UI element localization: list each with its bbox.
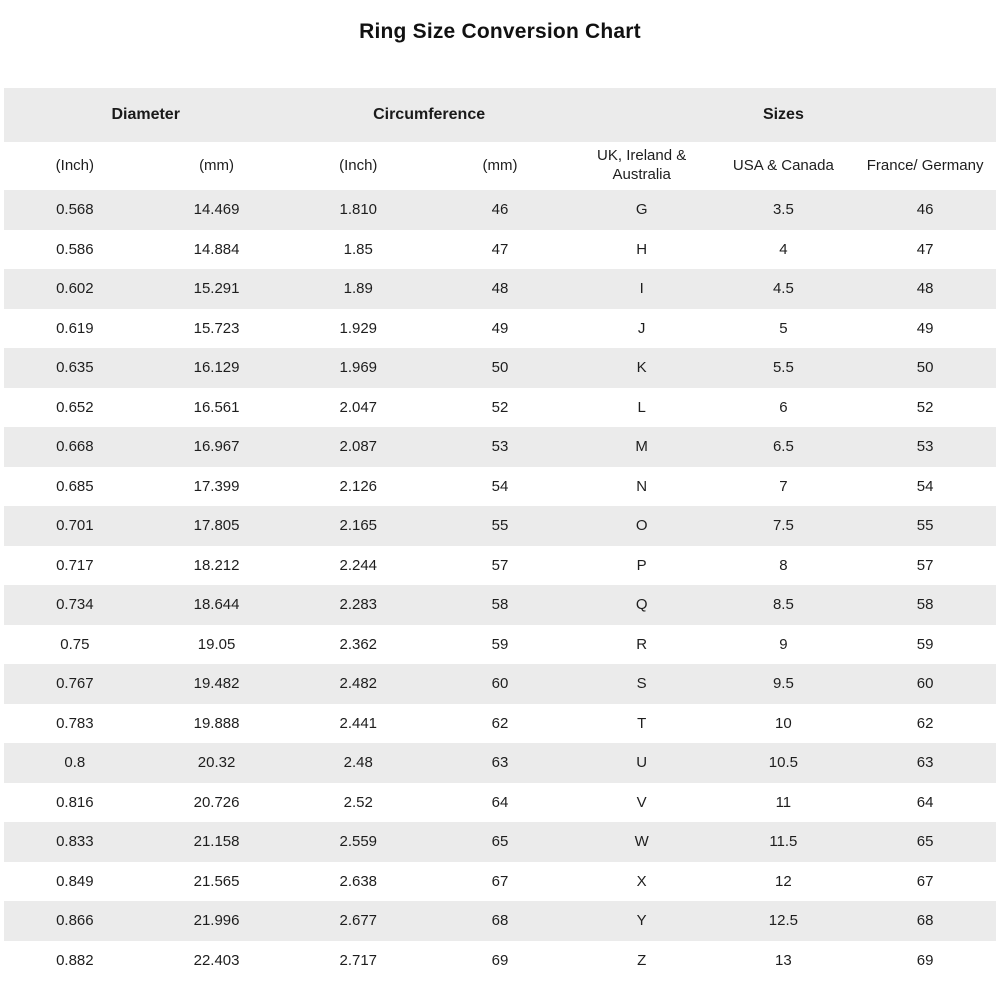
cell-france-germany: 55 (916, 517, 934, 535)
cell-diameter-inch: 0.849 (56, 872, 94, 890)
cell-uk-ireland-australia: I (639, 280, 644, 298)
cell-circumference-inch: 2.48 (343, 754, 373, 772)
cell-france-germany: 52 (916, 398, 934, 416)
cell-diameter-inch: 0.75 (60, 635, 90, 653)
cell-diameter-mm: 16.561 (193, 398, 240, 416)
cell-uk-ireland-australia: V (636, 793, 647, 811)
table-row (4, 190, 996, 230)
table-row (4, 664, 996, 704)
cell-circumference-mm: 53 (491, 438, 509, 456)
cell-france-germany: 63 (916, 754, 934, 772)
column-header-row (4, 142, 996, 190)
cell-usa-canada: 9.5 (772, 675, 794, 693)
column-header-diameter-inch: (Inch) (4, 142, 146, 190)
cell-usa-canada: 9 (779, 635, 788, 653)
cell-france-germany: 69 (916, 951, 934, 969)
cell-usa-canada: 13 (775, 951, 792, 969)
column-header-usa-canada: USA & Canada (713, 142, 855, 190)
cell-circumference-inch: 2.047 (339, 398, 378, 416)
cell-diameter-mm: 19.482 (193, 675, 240, 693)
cell-usa-canada: 8.5 (772, 596, 794, 614)
cell-diameter-inch: 0.635 (56, 359, 94, 377)
cell-usa-canada: 5.5 (772, 359, 794, 377)
cell-circumference-mm: 55 (491, 517, 509, 535)
cell-diameter-inch: 0.882 (56, 951, 94, 969)
cell-circumference-inch: 1.89 (343, 280, 373, 298)
table-row (4, 467, 996, 507)
table-row (4, 348, 996, 388)
cell-france-germany: 48 (916, 280, 934, 298)
cell-usa-canada: 7 (779, 477, 788, 495)
cell-diameter-mm: 20.32 (197, 754, 236, 772)
cell-diameter-inch: 0.586 (56, 240, 94, 258)
cell-uk-ireland-australia: T (637, 714, 647, 732)
cell-diameter-inch: 0.602 (56, 280, 94, 298)
cell-circumference-inch: 1.85 (343, 240, 373, 258)
cell-france-germany: 58 (916, 596, 934, 614)
column-header-france-germany: France/ Germany (854, 142, 996, 190)
table-row (4, 269, 996, 309)
cell-circumference-mm: 62 (491, 714, 509, 732)
cell-diameter-inch: 0.816 (56, 793, 94, 811)
cell-france-germany: 67 (916, 872, 934, 890)
cell-diameter-inch: 0.652 (56, 398, 94, 416)
table-row (4, 506, 996, 546)
cell-diameter-mm: 18.212 (193, 556, 240, 574)
cell-diameter-mm: 14.884 (193, 240, 240, 258)
cell-circumference-inch: 1.929 (339, 319, 378, 337)
column-header-diameter-mm: (mm) (146, 142, 288, 190)
cell-circumference-mm: 64 (491, 793, 509, 811)
cell-diameter-mm: 18.644 (193, 596, 240, 614)
cell-uk-ireland-australia: N (636, 477, 648, 495)
cell-uk-ireland-australia: H (636, 240, 648, 258)
cell-circumference-mm: 54 (491, 477, 509, 495)
cell-diameter-inch: 0.685 (56, 477, 94, 495)
cell-diameter-mm: 21.158 (193, 833, 240, 851)
group-header-sizes: Sizes (571, 88, 996, 142)
cell-usa-canada: 11 (775, 793, 792, 811)
cell-usa-canada: 11.5 (769, 833, 798, 851)
cell-france-germany: 68 (916, 912, 934, 930)
cell-diameter-mm: 15.723 (193, 319, 240, 337)
cell-circumference-mm: 49 (491, 319, 509, 337)
cell-uk-ireland-australia: S (636, 675, 647, 693)
cell-circumference-inch: 2.559 (339, 833, 378, 851)
cell-diameter-mm: 17.399 (193, 477, 240, 495)
table-row (4, 388, 996, 428)
cell-circumference-inch: 2.165 (339, 517, 378, 535)
cell-diameter-mm: 15.291 (193, 280, 240, 298)
cell-diameter-mm: 19.05 (197, 635, 236, 653)
cell-uk-ireland-australia: U (636, 754, 648, 772)
cell-uk-ireland-australia: Z (637, 951, 647, 969)
cell-diameter-mm: 22.403 (193, 951, 240, 969)
cell-circumference-mm: 69 (491, 951, 509, 969)
cell-circumference-inch: 2.717 (339, 951, 378, 969)
cell-france-germany: 47 (916, 240, 934, 258)
cell-circumference-inch: 2.441 (339, 714, 378, 732)
column-header-circumference-inch: (Inch) (287, 142, 429, 190)
cell-usa-canada: 8 (779, 556, 788, 574)
cell-uk-ireland-australia: K (636, 359, 647, 377)
cell-diameter-inch: 0.783 (56, 714, 94, 732)
cell-circumference-mm: 68 (491, 912, 509, 930)
cell-uk-ireland-australia: P (636, 556, 647, 574)
cell-circumference-mm: 47 (491, 240, 509, 258)
cell-france-germany: 50 (916, 359, 934, 377)
cell-circumference-inch: 2.126 (339, 477, 378, 495)
cell-usa-canada: 3.5 (772, 201, 794, 219)
cell-diameter-inch: 0.619 (56, 319, 94, 337)
table-row (4, 941, 996, 981)
cell-circumference-mm: 52 (491, 398, 509, 416)
cell-circumference-mm: 50 (491, 359, 509, 377)
cell-uk-ireland-australia: R (636, 635, 648, 653)
table-row (4, 704, 996, 744)
cell-uk-ireland-australia: O (635, 517, 648, 535)
cell-diameter-inch: 0.717 (56, 556, 94, 574)
cell-france-germany: 54 (916, 477, 934, 495)
page-title: Ring Size Conversion Chart (359, 20, 641, 43)
cell-diameter-mm: 21.565 (193, 872, 240, 890)
cell-uk-ireland-australia: W (634, 833, 649, 851)
cell-usa-canada: 12 (775, 872, 792, 890)
ring-size-conversion-table (4, 88, 996, 980)
cell-circumference-inch: 2.283 (339, 596, 378, 614)
cell-circumference-inch: 2.677 (339, 912, 378, 930)
cell-diameter-inch: 0.701 (56, 517, 94, 535)
cell-usa-canada: 5 (779, 319, 788, 337)
cell-uk-ireland-australia: M (635, 438, 648, 456)
cell-diameter-inch: 0.668 (56, 438, 94, 456)
cell-diameter-inch: 0.866 (56, 912, 94, 930)
cell-france-germany: 60 (916, 675, 934, 693)
cell-diameter-inch: 0.8 (64, 754, 86, 772)
table-row (4, 822, 996, 862)
table-row (4, 309, 996, 349)
cell-usa-canada: 6 (779, 398, 788, 416)
cell-circumference-inch: 2.482 (339, 675, 378, 693)
cell-diameter-inch: 0.767 (56, 675, 94, 693)
cell-diameter-mm: 20.726 (193, 793, 240, 811)
cell-uk-ireland-australia: Q (635, 596, 648, 614)
cell-circumference-inch: 1.810 (339, 201, 378, 219)
column-header-circumference-mm: (mm) (429, 142, 571, 190)
cell-france-germany: 49 (916, 319, 934, 337)
cell-diameter-inch: 0.568 (56, 201, 94, 219)
cell-france-germany: 64 (916, 793, 934, 811)
cell-circumference-inch: 2.244 (339, 556, 378, 574)
cell-diameter-mm: 17.805 (193, 517, 240, 535)
cell-usa-canada: 7.5 (772, 517, 794, 535)
table-row (4, 546, 996, 586)
cell-uk-ireland-australia: J (637, 319, 646, 337)
cell-usa-canada: 6.5 (772, 438, 794, 456)
cell-diameter-mm: 19.888 (193, 714, 240, 732)
cell-uk-ireland-australia: Y (636, 912, 647, 930)
table-row (4, 901, 996, 941)
cell-circumference-mm: 46 (491, 201, 509, 219)
cell-circumference-mm: 57 (491, 556, 509, 574)
cell-usa-canada: 10.5 (768, 754, 798, 772)
cell-usa-canada: 4.5 (772, 280, 794, 298)
cell-circumference-mm: 48 (491, 280, 509, 298)
cell-circumference-mm: 60 (491, 675, 509, 693)
cell-usa-canada: 4 (779, 240, 788, 258)
cell-france-germany: 46 (916, 201, 934, 219)
cell-circumference-mm: 58 (491, 596, 509, 614)
table-row (4, 783, 996, 823)
table-row (4, 625, 996, 665)
cell-france-germany: 65 (916, 833, 934, 851)
cell-usa-canada: 10 (775, 714, 792, 732)
cell-diameter-inch: 0.734 (56, 596, 94, 614)
table-row (4, 230, 996, 270)
table-row (4, 427, 996, 467)
cell-circumference-inch: 2.52 (343, 793, 373, 811)
table-row (4, 862, 996, 902)
group-header-diameter: Diameter (4, 88, 287, 142)
cell-france-germany: 59 (916, 635, 934, 653)
cell-diameter-mm: 16.129 (193, 359, 240, 377)
group-header-circumference: Circumference (287, 88, 570, 142)
group-header-row (4, 88, 996, 142)
cell-france-germany: 62 (916, 714, 934, 732)
column-header-uk-ireland-australia: UK, Ireland & Australia (571, 142, 713, 190)
cell-diameter-inch: 0.833 (56, 833, 94, 851)
cell-circumference-mm: 59 (491, 635, 509, 653)
cell-circumference-inch: 1.969 (339, 359, 378, 377)
table-header (4, 88, 996, 190)
cell-circumference-inch: 2.087 (339, 438, 378, 456)
cell-circumference-mm: 63 (491, 754, 509, 772)
cell-circumference-mm: 67 (491, 872, 509, 890)
table-row (4, 743, 996, 783)
table-body (4, 190, 996, 980)
cell-circumference-inch: 2.362 (339, 635, 378, 653)
cell-circumference-inch: 2.638 (339, 872, 378, 890)
cell-uk-ireland-australia: X (636, 872, 647, 890)
table-row (4, 585, 996, 625)
cell-circumference-mm: 65 (491, 833, 509, 851)
cell-uk-ireland-australia: L (637, 398, 646, 416)
cell-uk-ireland-australia: G (635, 201, 648, 219)
cell-diameter-mm: 14.469 (193, 201, 240, 219)
cell-diameter-mm: 21.996 (193, 912, 240, 930)
cell-diameter-mm: 16.967 (193, 438, 240, 456)
cell-france-germany: 57 (916, 556, 934, 574)
cell-usa-canada: 12.5 (768, 912, 798, 930)
cell-france-germany: 53 (916, 438, 934, 456)
